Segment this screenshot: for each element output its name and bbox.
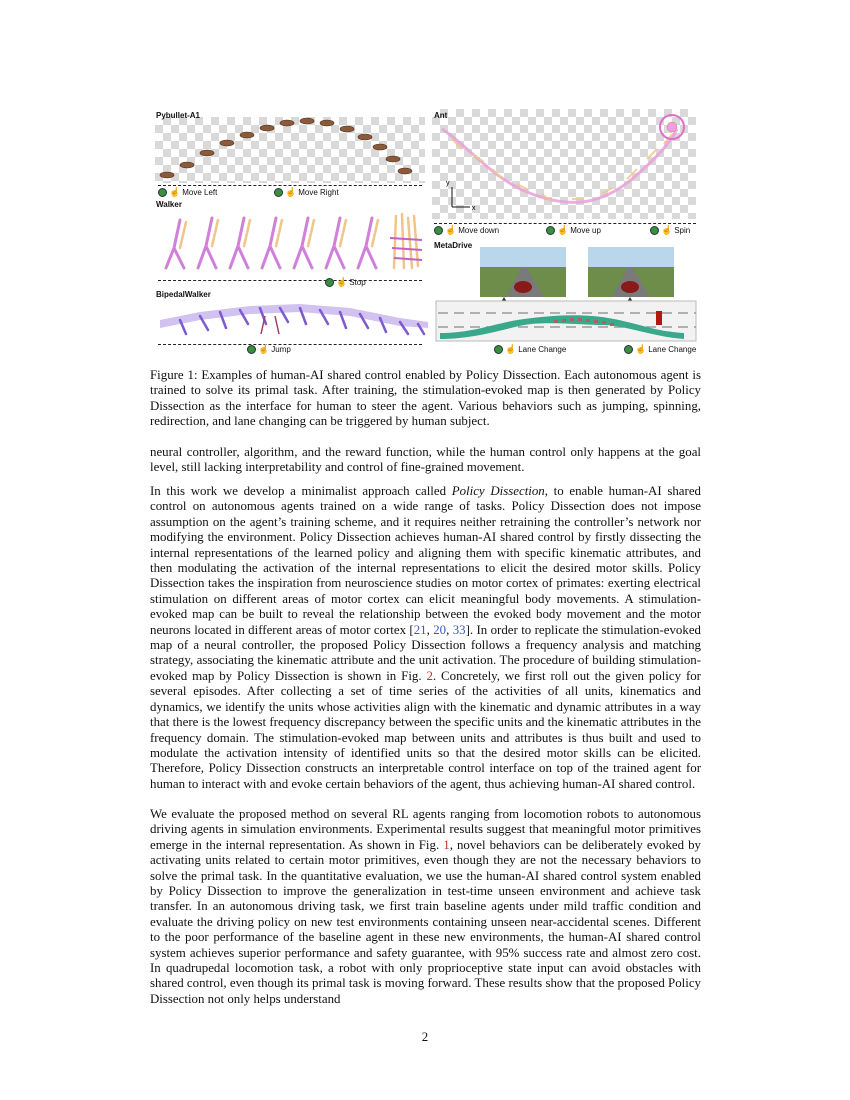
control-move-up[interactable]: ☝ Move up — [546, 225, 601, 236]
hand-pointer-icon: ☝ — [635, 344, 647, 354]
citation-21[interactable]: 21 — [413, 622, 427, 637]
panel-label-metadrive: MetaDrive — [434, 241, 473, 250]
control-move-left[interactable]: ☝ Move Left — [158, 187, 217, 198]
knob-icon — [247, 345, 256, 354]
ant-trajectory — [432, 109, 697, 221]
hand-pointer-icon: ☝ — [285, 187, 297, 197]
control-move-down[interactable]: ☝ Move down — [434, 225, 499, 236]
knob-icon — [325, 278, 334, 287]
knob-icon — [274, 188, 283, 197]
control-stop[interactable]: ☝ Stop — [325, 277, 366, 288]
citation-33[interactable]: 33 — [452, 622, 466, 637]
page-number: 2 — [421, 1030, 429, 1044]
walker-dash-line — [158, 280, 422, 281]
hand-pointer-icon: ☝ — [445, 225, 457, 235]
hand-pointer-icon: ☝ — [505, 344, 517, 354]
paragraph-evaluation: We evaluate the proposed method on several RL agents ranging from locomotion robots to autonomous driving agents in simulation environments. Experimental results suggest that meaningful motor primitives emerge in the internal representation. As shown in Fig. 1, novel behaviors can be deliberately evoked by activating units related to certain motor primitives, even though they are not the necessary behaviors to solve the primal task. In the quantitative evaluation, we use the human-AI shared control system enabled by Policy Dissection to improve the generalization in test-time unseen environment and achieve task transfer. In an autonomous driving task, we first train baseline agents under mild traffic condition and evaluate the driving policy on new test environments containing unseen near-accidental scenes. Different to the poor performance of the baseline agent in these new environments, the human-AI shared control system achieves superior performance and safety guarantee, with 95% success rate and almost zero cost. In quadrupedal locomotion task, a robot with only proprioceptive state input can avoid obstacles with shared control, even though its primal task is moving forward. These results show that the proposed Policy Dissection not only helps understand — [150, 807, 702, 1006]
control-lane-change-2[interactable]: ☝ Lane Change — [624, 344, 696, 355]
bipedal-poses — [160, 298, 430, 343]
figure-1 — [150, 103, 700, 357]
panel-label-ant: Ant — [434, 111, 448, 120]
hand-pointer-icon: ☝ — [557, 225, 569, 235]
citation-20[interactable]: 20 — [433, 622, 447, 637]
control-spin[interactable]: ☝ Spin — [650, 225, 690, 236]
knob-icon — [650, 226, 659, 235]
hand-pointer-icon: ☝ — [169, 187, 181, 197]
metadrive-scene — [434, 243, 699, 343]
pybullet-dash-line — [158, 185, 422, 186]
panel-label-pybullet: Pybullet-A1 — [156, 111, 201, 120]
ant-axis-y: y — [446, 180, 450, 187]
ant-dash-line — [434, 223, 696, 224]
walker-poses — [160, 208, 430, 276]
knob-icon — [494, 345, 503, 354]
paragraph-intro-method: In this work we develop a minimalist approach called Policy Dissection, to enable human-AI shared control on autonomous agents trained on a wide range of tasks. Policy Dissection does not impose assumption on the agent’s training scheme, and it requires neither retraining the controller’s network nor modifying the environment. Policy Dissection achieves human-AI shared control by firstly dissecting the internal representations of the learned policy and aligning them with specific kinematic attributes, and then modulating the activation of the internal representations to elicit the desired motor skills. Policy Dissection takes the inspiration from neuroscience studies on motor cortex of primates: exerting electrical stimulation on different areas of motor cortex can elicit meaningful body movements. A stimulation-evoked map can be built to reveal the relationship between the evoked body movement and the motor neurons located in different areas of motor cortex [21, 20, 33]. In order to replicate the stimulation-evoked map of a neural controller, the proposed Policy Dissection follows a frequency analysis and matching strategy, associating the kinematic attribute and the unit activation. The procedure of building stimulation-evoked map by Policy Dissection is shown in Fig. 2. Concretely, we first roll out the given policy for several episodes. After collecting a set of time series of the activities of all units, kinematics and dynamics, we identify the units whose activities align with the kinematic and dynamic attributes in a way that there is the lowest frequency discrepancy between the specific units and the kinematic attributes in the frequency domain. The stimulation-evoked map between units and attributes is thus built and used to modulate the activation intensity of identified units so that the desired motor skills can be elicited. Therefore, Policy Dissection constructs an interpretable control interface on top of the trained agent for human to interact with and evoke certain behaviors of the agent, thus achieving human-AI shared control. — [150, 484, 701, 791]
pybullet-robots — [155, 113, 430, 188]
continued-paragraph: neural controller, algorithm, and the reward function, while the human control only happens at the goal level, still lacking interpretability and control of fine-grained movement. — [150, 445, 701, 475]
panel-label-bipedal: BipedalWalker — [156, 290, 211, 299]
figure-ref-2[interactable]: 2 — [426, 668, 433, 683]
figure-caption: Figure 1: Examples of human-AI shared control enabled by Policy Dissection. Each autonomous agent is trained to solve its primal task. After training, the stimulation-evoked map is then generated by Policy Dissection as the interface for human to steer the agent. Various behaviors such as jumping, spinning, redirection, and lane changing can be triggered by human subject. — [150, 368, 701, 429]
knob-icon — [158, 188, 167, 197]
control-jump[interactable]: ☝ Jump — [247, 344, 291, 355]
panel-label-walker: Walker — [156, 200, 182, 209]
control-lane-change-1[interactable]: ☝ Lane Change — [494, 344, 566, 355]
hand-pointer-icon: ☝ — [336, 277, 348, 287]
knob-icon — [434, 226, 443, 235]
knob-icon — [624, 345, 633, 354]
control-move-right[interactable]: ☝ Move Right — [274, 187, 339, 198]
figure-ref-1[interactable]: 1 — [443, 837, 450, 852]
ant-axis-x: x — [472, 205, 476, 212]
hand-pointer-icon: ☝ — [661, 225, 673, 235]
knob-icon — [546, 226, 555, 235]
method-name: Policy Dissection — [451, 484, 545, 498]
hand-pointer-icon: ☝ — [258, 344, 270, 354]
